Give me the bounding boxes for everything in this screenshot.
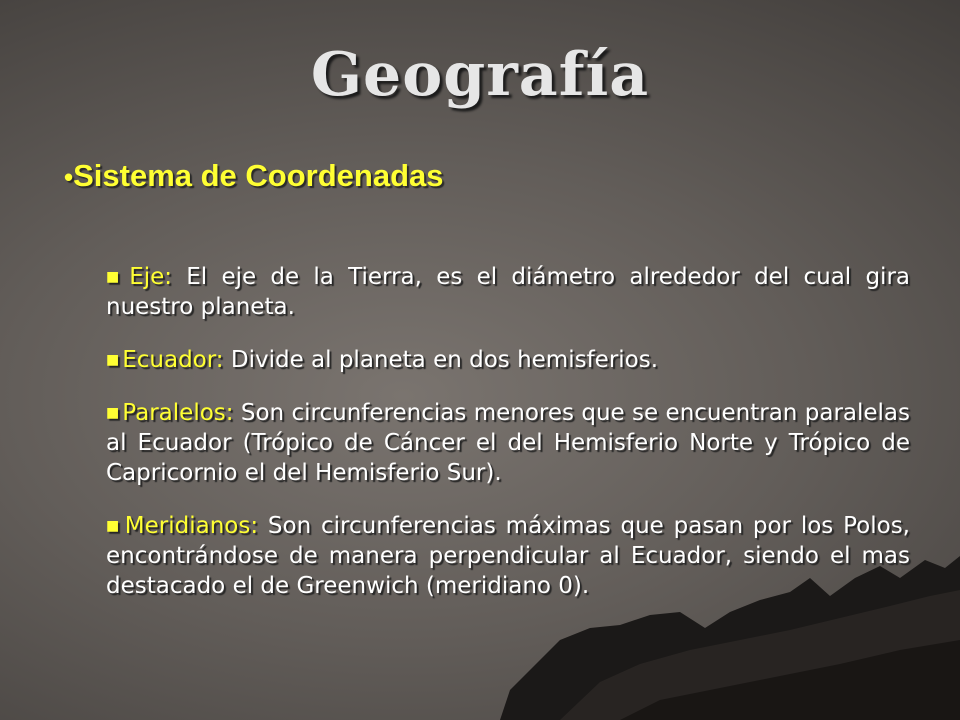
list-item-meridianos xyxy=(106,511,910,601)
item-text: Son circunferencias menores que se encuentran paralelas al Ecuador (Trópico de Cáncer el del Hemisferio Norte y Trópico de Capricornio el del Hemisferio Sur). xyxy=(106,400,910,486)
square-bullet-icon: ■ xyxy=(106,518,122,534)
list-item-ecuador xyxy=(106,345,910,375)
list-item-eje xyxy=(106,262,910,322)
heading-bullet: • xyxy=(64,162,74,192)
item-text: Divide al planeta en dos hemisferios. xyxy=(223,347,659,373)
square-bullet-icon: ■ xyxy=(106,352,120,368)
item-term: Meridianos: xyxy=(124,513,259,539)
item-text: El eje de la Tierra, es el diámetro alrededor del cual gira nuestro planeta. xyxy=(106,264,910,320)
item-term: Eje: xyxy=(129,264,173,290)
heading-text: Sistema de Coordenadas xyxy=(73,158,444,193)
item-text: Son circunferencias máximas que pasan por los Polos, encontrándose de manera perpendicular al Ecuador, siendo el mas destacado el de Greenwich (meridiano 0). xyxy=(106,513,910,599)
list-item-paralelos xyxy=(106,398,910,488)
item-term: Paralelos: xyxy=(122,400,234,426)
square-bullet-icon: ■ xyxy=(106,269,127,285)
item-term: Ecuador: xyxy=(122,347,224,373)
section-heading xyxy=(64,158,444,194)
square-bullet-icon: ■ xyxy=(106,405,120,421)
bullet-list xyxy=(106,262,910,624)
slide-title: Geografía xyxy=(310,40,650,110)
